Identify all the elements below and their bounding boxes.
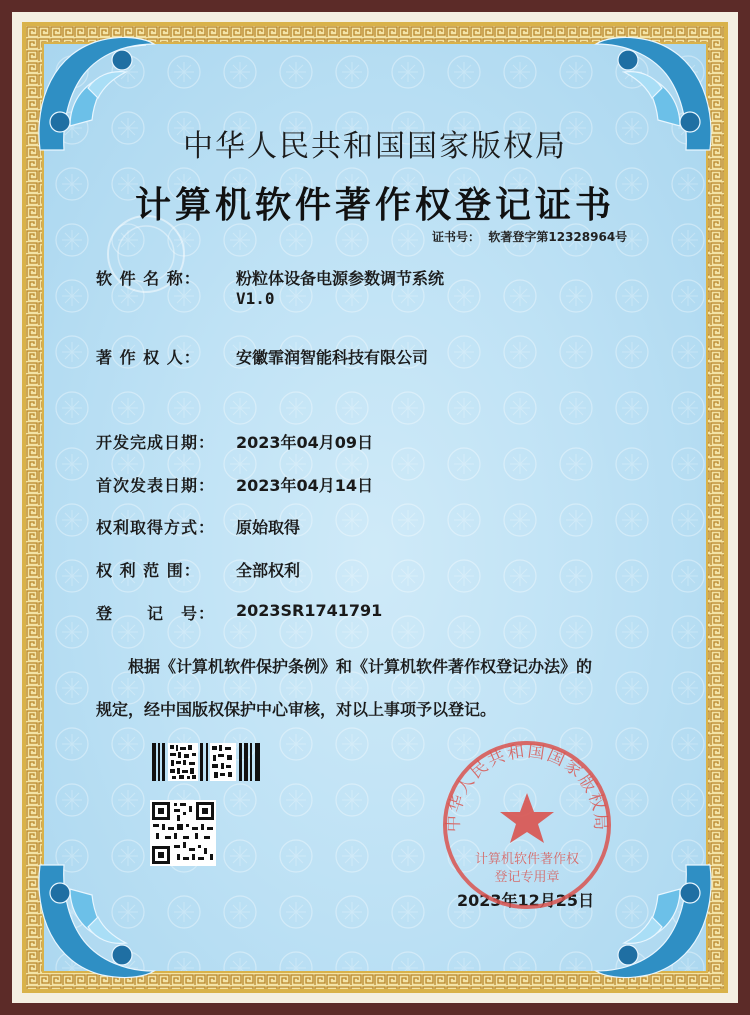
certificate-number-value: 软著登字第12328964号 [488,230,628,244]
rights-scope-value: 全部权利 [236,561,301,580]
software-name-label: 软 件 名 称： [96,269,201,288]
rights-scope-label: 权 利 范 围： [96,561,201,580]
acquisition-method-label: 权利取得方式： [96,518,216,537]
qr-code [150,800,216,866]
official-seal [440,738,614,912]
publication-date-value: 2023年04月14日 [236,476,374,495]
statement-line-1: 根据《计算机软件保护条例》和《计算机软件著作权登记办法》的 [128,657,593,676]
certificate-title: 计算机软件著作权登记证书 [134,185,615,226]
copyright-owner-value: 安徽霏润智能科技有限公司 [236,348,429,367]
software-version-value: V1.0 [236,289,275,308]
seal-inner-line-1: 计算机软件著作权 [474,852,580,867]
certificate-number-label: 证书号： [432,230,481,244]
statement-line-2: 规定，经中国版权保护中心审核，对以上事项予以登记。 [96,700,497,719]
copyright-owner-label: 著 作 权 人： [96,348,201,367]
publication-date-label: 首次发表日期： [96,476,216,495]
issuing-authority: 中华人民共和国国家版权局 [183,129,567,164]
barcode [152,743,260,781]
completion-date-value: 2023年04月09日 [236,433,374,452]
registration-number-value: 2023SR1741791 [236,601,383,620]
seal-inner-line-2: 登记专用章 [494,870,560,885]
registration-number-label: 登 记 号： [96,604,216,623]
svg-text:中华人民共和国国家版权局: 中华人民共和国国家版权局 [443,741,611,833]
certificate-number [432,228,627,245]
completion-date-label: 开发完成日期： [96,433,216,452]
acquisition-method-value: 原始取得 [236,518,301,537]
software-name-value: 粉粒体设备电源参数调节系统 [236,269,445,288]
issue-date: 2023年12月25日 [457,891,595,910]
